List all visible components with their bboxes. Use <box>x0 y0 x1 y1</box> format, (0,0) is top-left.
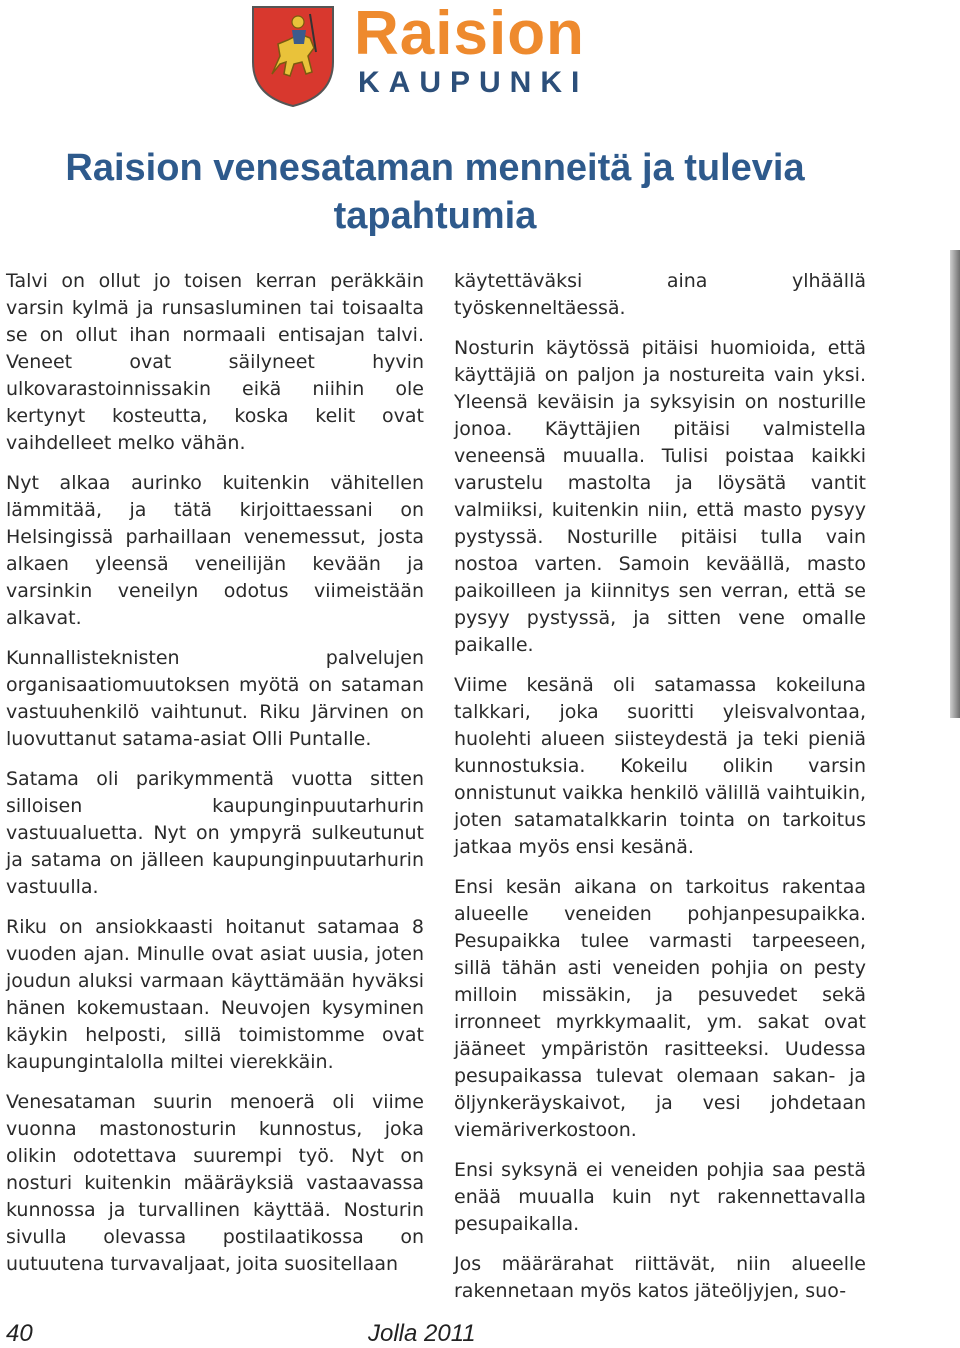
paragraph: Ensi kesän aikana on tarkoitus rakentaa alueelle veneiden pohjanpesupaikka. Pesupaikka tulee varmasti tarpeeseen, sillä tähän asti veneiden pohjia on pesty milloin missäkin, ja pesuvedet sekä irronneet myrkkymaalit, ym. sakat ovat jääneet ympäristön rasitteeksi. Uudessa pesupaikassa tulevat olemaan sakan- ja öljynkeräyskaivot, ja vesi johdetaan viemäriverkostoon. <box>454 876 866 1141</box>
page-edge-photo-strip <box>950 250 960 718</box>
magazine-issue: Jolla 2011 <box>368 1320 476 1347</box>
paragraph: Venesataman suurin menoerä oli viime vuonna mastonosturin kunnostus, joka olikin odotettava suurempi työ. Nyt on nosturi kuitenkin määräyksiä vastaavassa kunnossa ja turvallinen käyttää. Nosturin sivulla olevassa postilaatikossa on uutuutena turvavaljaat, joita suositellaan <box>6 1091 424 1275</box>
paragraph: Jos määrärahat riittävät, niin alueelle rakennetaan myös katos jäteöljyjen, suo- <box>454 1253 866 1302</box>
logo-subtitle: KAUPUNKI <box>358 66 589 99</box>
paragraph: Nosturin käytössä pitäisi huomioida, että käyttäjiä on paljon ja nostureita vain yksi. Yleensä keväisin ja syksyisin on nosturille jonoa. Käyttäjien pitäisi valmistella veneensä muualla. Tulisi poistaa kaikki varustelu mastolta ja löysätä vantit valmiiksi, kuitenkin niin, että masto pysyy pystyssä. Nosturille pitäisi tulla vain nostoa varten. Samoin keväällä, masto paikoilleen ja kiinnitys sen verran, että se pysyy pystyssä, ja sitten vene omalle paikalle. <box>454 337 866 656</box>
article-title: Raision venesataman menneitä ja tulevia tapahtumia <box>65 147 805 237</box>
paragraph: Kunnallisteknisten palvelujen organisaatiomuutoksen myötä on sataman vastuuhenkilö vaihtunut. Riku Järvinen on luovuttanut satama-asiat Olli Puntalle. <box>6 647 424 750</box>
right-column <box>454 268 866 1318</box>
paragraph: Nyt alkaa aurinko kuitenkin vähitellen lämmitää, ja tätä kirjoittaessani on Helsingissä parhaillaan venemessut, josta alkaen yleensä veneilijän kevään ja varsinkin veneilyn odotus viimeistään alkavat. <box>6 472 424 629</box>
paragraph: Ensi syksynä ei veneiden pohjia saa pestä enää muualla kuin nyt rakennettavalla pesupaikalla. <box>454 1159 866 1235</box>
raisio-logo <box>250 0 630 108</box>
paragraph: Viime kesänä oli satamassa kokeiluna talkkari, joka suoritti yleisvalvontaa, huolehti alueen siisteydestä ja teki pieniä kunnostuksia. Kokeilu olikin varsin onnistunut vaikka henkilö välillä vaihtuikin, joten satamatalkkarin tointa on tarkoitus jatkaa myös ensi kesänä. <box>454 674 866 858</box>
coat-of-arms-icon <box>250 4 336 108</box>
paragraph: Talvi on ollut jo toisen kerran peräkkäin varsin kylmä ja runsasluminen tai toisaalta se on ollut ihan normaali entisajan talvi. Veneet ovat säilyneet hyvin ulkovarastoinnissakin eikä niihin ole kertynyt kosteutta, koska kelit ovat vaihdelleet melko vähän. <box>6 270 424 454</box>
paragraph: Satama oli parikymmentä vuotta sitten silloisen kaupunginpuutarhurin vastuualuetta. Nyt on ympyrä sulkeutunut ja satama on jälleen kaupunginpuutarhurin vastuulla. <box>6 768 424 898</box>
page-number: 40 <box>6 1320 33 1347</box>
paragraph: käytettäväksi aina ylhäällä työskenneltäessä. <box>454 270 866 319</box>
left-column <box>6 268 424 1291</box>
logo-wordmark: Raision <box>354 0 585 68</box>
paragraph: Riku on ansiokkaasti hoitanut satamaa 8 vuoden ajan. Minulle ovat asiat uusia, joten joudun aluksi varmaan käyttämään hyväksi hänen kokemustaan. Neuvojen kysyminen käykin helposti, sillä toimistomme ovat kaupungintalolla miltei vierekkäin. <box>6 916 424 1073</box>
